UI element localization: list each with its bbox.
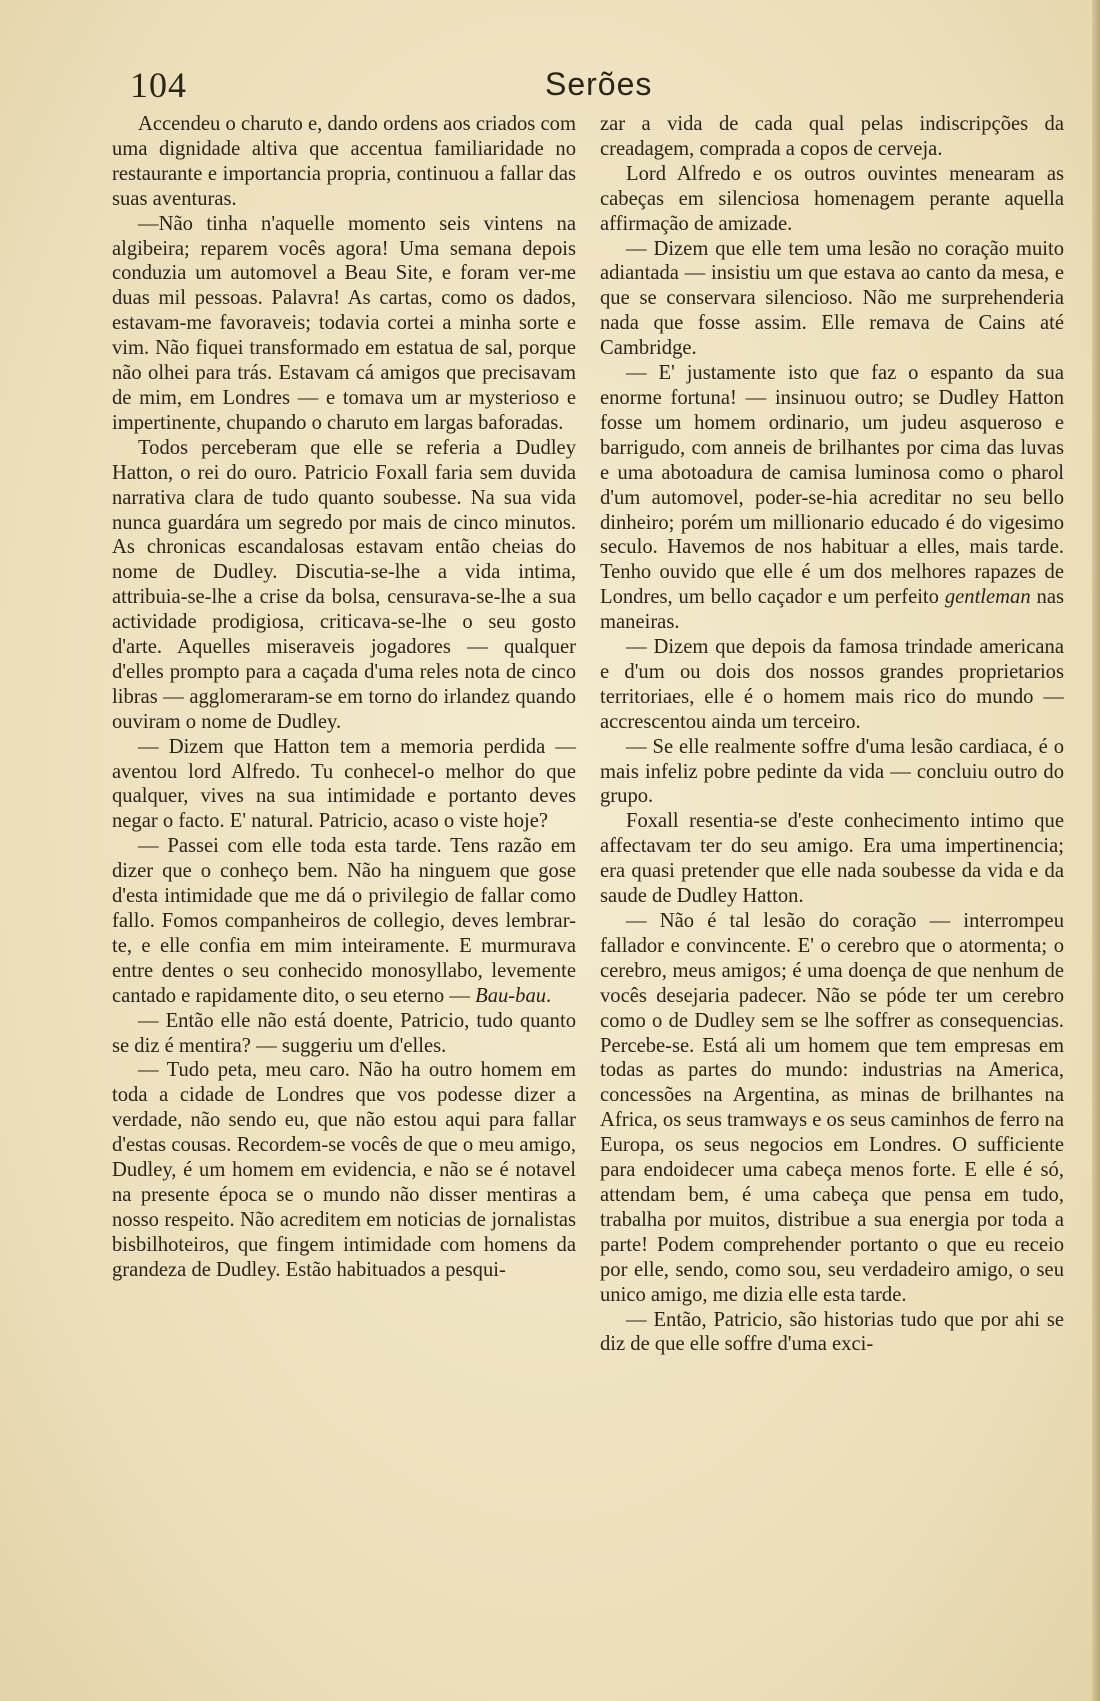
right-column: [600, 112, 1064, 1357]
running-title: Serões: [545, 66, 653, 102]
paragraph: Foxall resentia-se d'este conhecimento intimo que affectavam ter do seu amigo. Era uma impertinencia; era quasi pretender que elle nada soubesse da vida e da saude de Dudley Hatton.: [600, 810, 1064, 908]
italic-word: gentleman: [944, 586, 1031, 609]
paragraph: — Dizem que Hatton tem a memoria perdida — aventou lord Alfredo. Tu conhecel-o melhor do que qualquer, vives na sua intimidade e portanto deves negar o facto. E' natural. Patricio, acaso o viste hoje?: [112, 735, 576, 833]
page-header: [0, 62, 1100, 112]
page-edge-shadow: [1092, 0, 1100, 1701]
paragraph: — Então, Patricio, são historias tudo que por ahi se diz de que elle soffre d'uma exci-: [600, 1308, 1064, 1356]
paragraph: Accendeu o charuto e, dando ordens aos criados com uma dignidade altiva que accentua familiaridade no restaurante e importancia propria, continuou a fallar das suas aventuras.: [112, 113, 576, 210]
paragraph: —Não tinha n'aquelle momento seis vintens na algibeira; reparem vocês agora! Uma semana depois conduzia um automovel a Beau Site, e foram ver-me duas mil pessoas. Palavra! As cartas, como os dados, estavam-me favoraveis; todavia cortei a minha sorte e vim. Não fiquei transformado em estatua de sal, porque não olhei para trás. Estavam cá amigos que precisavam de mim, em Londres — e tomava um ar mysterioso e impertinente, chupando o charuto em largas baforadas.: [112, 212, 576, 434]
paragraph-with-italic: [600, 361, 1064, 635]
paragraph: — Então elle não está doente, Patricio, tudo quanto se diz é mentira? — suggeriu um d'elles.: [112, 1009, 576, 1057]
continuation-paragraph: zar a vida de cada qual pelas indiscripções da creadagem, comprada a copos de cerveja.: [600, 113, 1064, 160]
paragraph: — Não é tal lesão do coração — interrompeu fallador e convincente. E' o cerebro que o atormenta; o cerebro, meus amigos; é uma doença de que nenhum de vocês desejaria padecer. Não se póde ter um cerebro como o de Dudley sem se lhe soffrer as consequencias. Percebe-se. Está ali um homem que tem empresas em todas as partes do mundo: industrias na America, concessões na Argentina, as minas de brilhantes na Africa, os seus tramways e os seus caminhos de ferro na Europa, os seus negocios em Londres. O sufficiente para endoidecer uma cabeça menos forte. E elle é só, attendam bem, é uma cabeça que pensa em tudo, trabalha por muitos, distribue a sua energia por toda a parte! Podem comprehender portanto o que eu receio por elle, sendo, como sou, seu verdadeiro amigo, o seu unico amigo, me dizia elle esta tarde.: [600, 910, 1064, 1306]
paragraph: — Se elle realmente soffre d'uma lesão cardiaca, é o mais infeliz pobre pedinte da vida — concluiu outro do grupo.: [600, 735, 1064, 808]
paragraph: Todos perceberam que elle se referia a Dudley Hatton, o rei do ouro. Patricio Foxall faria sem duvida narrativa clara de tudo quanto soubesse. Na sua vida nunca guardára um segredo por mais de cinco minutos. As chronicas escandalosas estavam então cheias do nome de Dudley. Discutia-se-lhe a vida intima, attribuia-se-lhe a crise da bolsa, censurava-se-lhe a sua actividade prodigiosa, criticava-se-lhe o seu gosto d'arte. Aquelles miseraveis jogadores — qualquer d'elles prompto para a caçada d'uma reles nota de cinco libras — agglomeraram-se em torno do irlandez quando ouviram o nome de Dudley.: [112, 436, 576, 733]
italic-word: Bau-bau: [475, 984, 547, 1007]
paragraph: — Tudo peta, meu caro. Não ha outro homem em toda a cidade de Londres que vos podesse dizer a verdade, não sendo eu, que não estou aqui para fallar d'estas cousas. Recordem-se vocês de que o meu amigo, Dudley, é um homem em evidencia, e não se é notavel na presente época se o mundo não disser mentiras a nosso respeito. Não acreditem em noticias de jornalistas bisbilhoteiros, que fingem intimidade com homens da grandeza de Dudley. Estão habituados a pesqui-: [112, 1059, 576, 1281]
paragraph: Lord Alfredo e os outros ouvintes menearam as cabeças em silenciosa homenagem perante aquella affirmação de amizade.: [600, 162, 1064, 235]
paragraph-end: nas maneiras.: [600, 586, 1064, 634]
paragraph: — Dizem que elle tem uma lesão no coração muito adiantada — insistiu um que estava ao canto da mesa, e que se conservara silencioso. Não me surprehenderia nada que fosse assim. Elle remava de Cains até Cambridge.: [600, 237, 1064, 360]
paragraph-text: — E' justamente isto que faz o espanto da sua enorme fortuna! — insinuou outro; se Dudley Hatton fosse um homem ordinario, um judeu asqueroso e barrigudo, com anneis de brilhantes por cima das luvas e uma abotoadura de camisa luminosa como o pharol d'um automovel, poder-se-hia acreditar no seu bello dinheiro; porém um millionario educado é do vigesimo seculo. Havemos de nos habituar a elles, mais tarde. Tenho ouvido que elle é um dos melhores rapazes de Londres, um bello caçador e um perfeito: [600, 362, 1064, 609]
paragraph: — Dizem que depois da famosa trindade americana e d'um ou dois dos nossos grandes proprietarios territoriaes, elle é o homem mais rico do mundo — accrescentou ainda um terceiro.: [600, 636, 1064, 733]
left-column: [112, 112, 576, 1283]
page-number: 104: [130, 65, 187, 105]
paragraph: — Passei com elle toda esta tarde. Tens razão em dizer que o conheço bem. Não ha ninguem que gose d'esta intimidade que me dá o privilegio de fallar como fallo. Fomos companheiros de collegio, deves lembrar-te, e elle confia em mim inteiramente. E murmurava entre dentes o seu conhecido monosyllabo, levemente cantado e rapidamente dito, o seu eterno — Bau-bau.: [112, 835, 576, 1007]
